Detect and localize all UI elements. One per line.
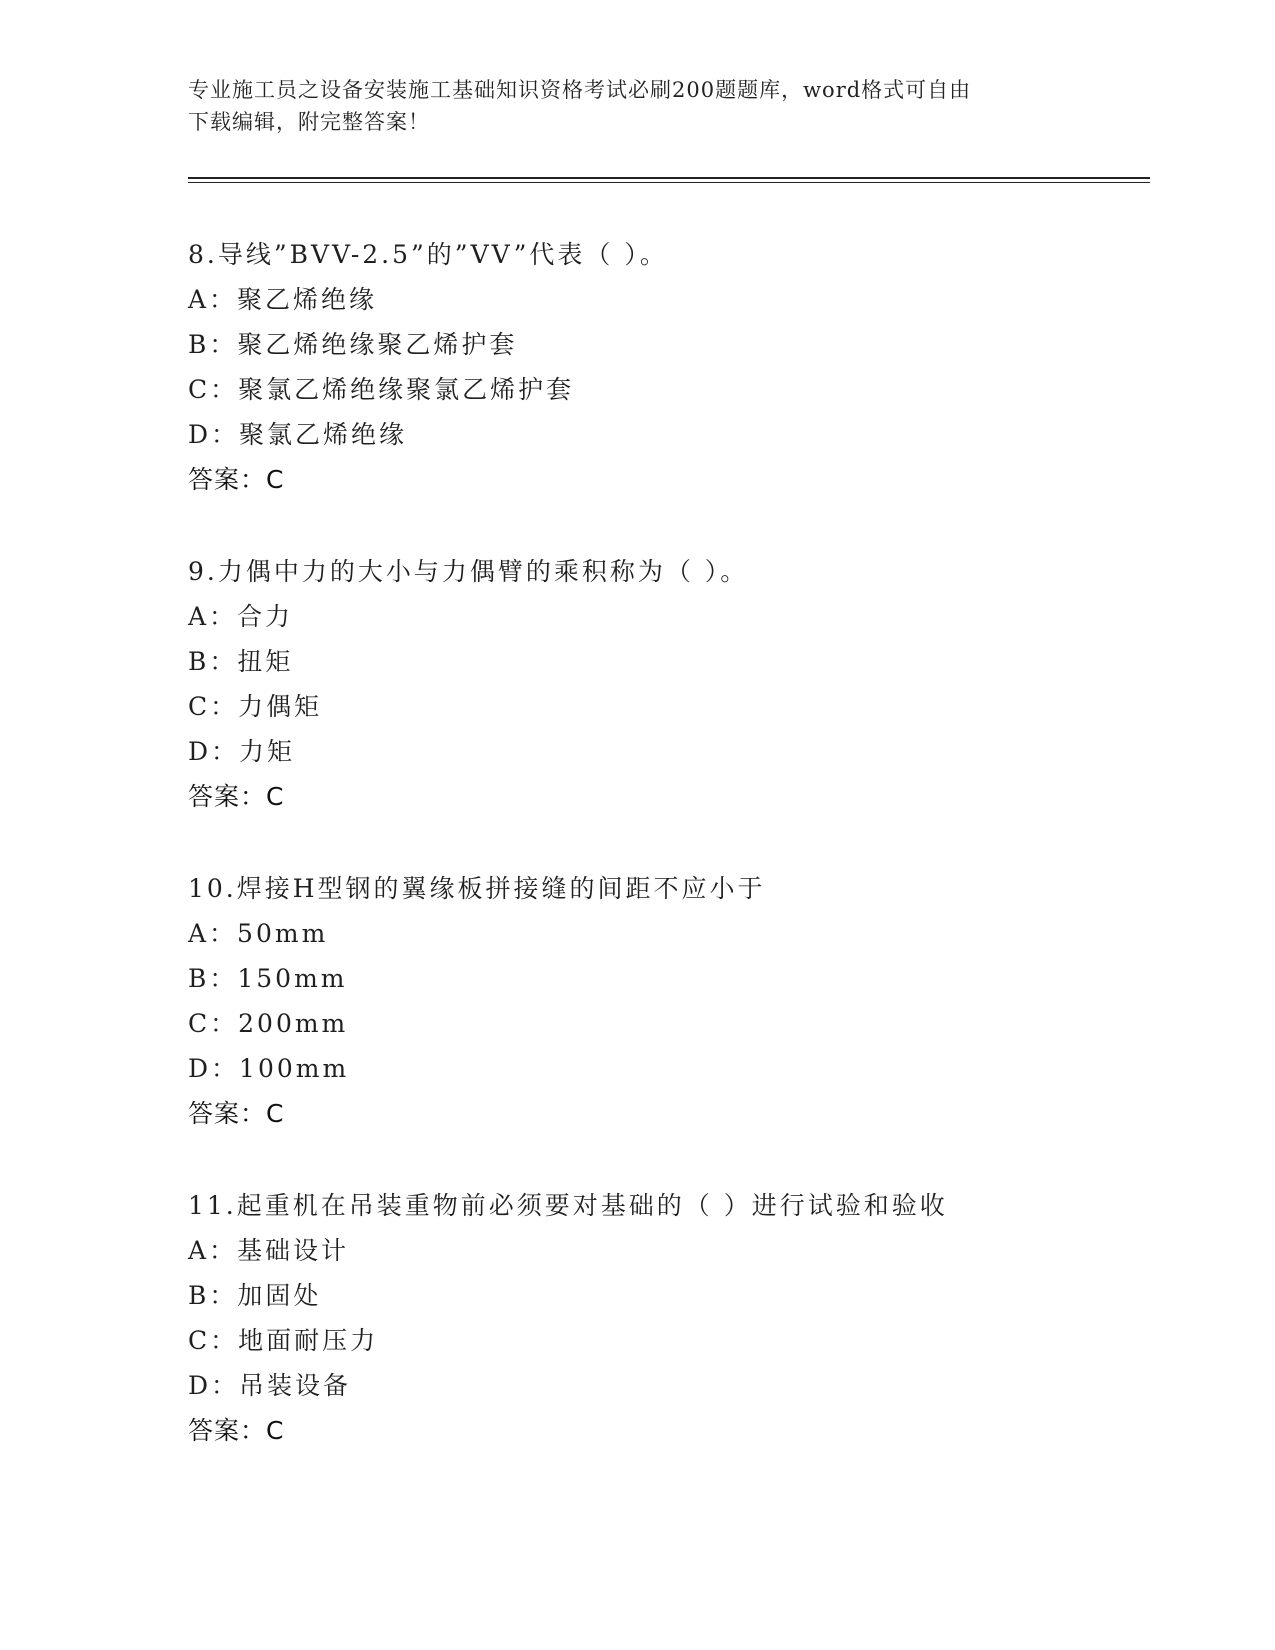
question-10 [188,866,1150,1183]
option-b: B：聚乙烯绝缘聚乙烯护套 [188,330,518,359]
option-b: B：150mm [188,964,348,993]
answer-line: 答案：C [188,1099,285,1128]
option-d: D：100mm [188,1054,350,1083]
question-stem: 8.导线”BVV-2.5”的”VV”代表（ ）。 [188,240,668,269]
question-stem: 10.焊接H型钢的翼缘板拼接缝的间距不应小于 [188,874,766,903]
question-9 [188,549,1150,866]
option-c: C：力偶矩 [188,692,323,721]
option-a: A：基础设计 [188,1236,350,1265]
option-a: A：聚乙烯绝缘 [188,285,378,314]
document-header [188,74,1068,138]
option-c: C：200mm [188,1009,349,1038]
answer-line: 答案：C [188,782,285,811]
option-b: B：加固处 [188,1281,322,1310]
question-stem: 11.起重机在吊装重物前必须要对基础的（ ）进行试验和验收 [188,1191,948,1220]
answer-line: 答案：C [188,1416,285,1445]
option-a: A：合力 [188,602,294,631]
option-d: D：聚氯乙烯绝缘 [188,420,408,449]
header-divider [188,177,1150,183]
answer-line: 答案：C [188,465,285,494]
option-c: C：聚氯乙烯绝缘聚氯乙烯护套 [188,375,575,404]
option-d: D：吊装设备 [188,1371,352,1400]
option-b: B：扭矩 [188,647,294,676]
header-line-1: 专业施工员之设备安装施工基础知识资格考试必刷200题题库，word格式可自由 [188,78,972,102]
document-page [188,0,1150,1650]
option-d: D：力矩 [188,737,296,766]
question-stem: 9.力偶中力的大小与力偶臂的乘积称为（ ）。 [188,557,749,586]
option-c: C：地面耐压力 [188,1326,379,1355]
header-line-2: 下载编辑，附完整答案！ [188,110,430,134]
option-a: A：50mm [188,919,329,948]
question-list [188,232,1150,1500]
question-8 [188,232,1150,549]
question-11 [188,1183,1150,1500]
